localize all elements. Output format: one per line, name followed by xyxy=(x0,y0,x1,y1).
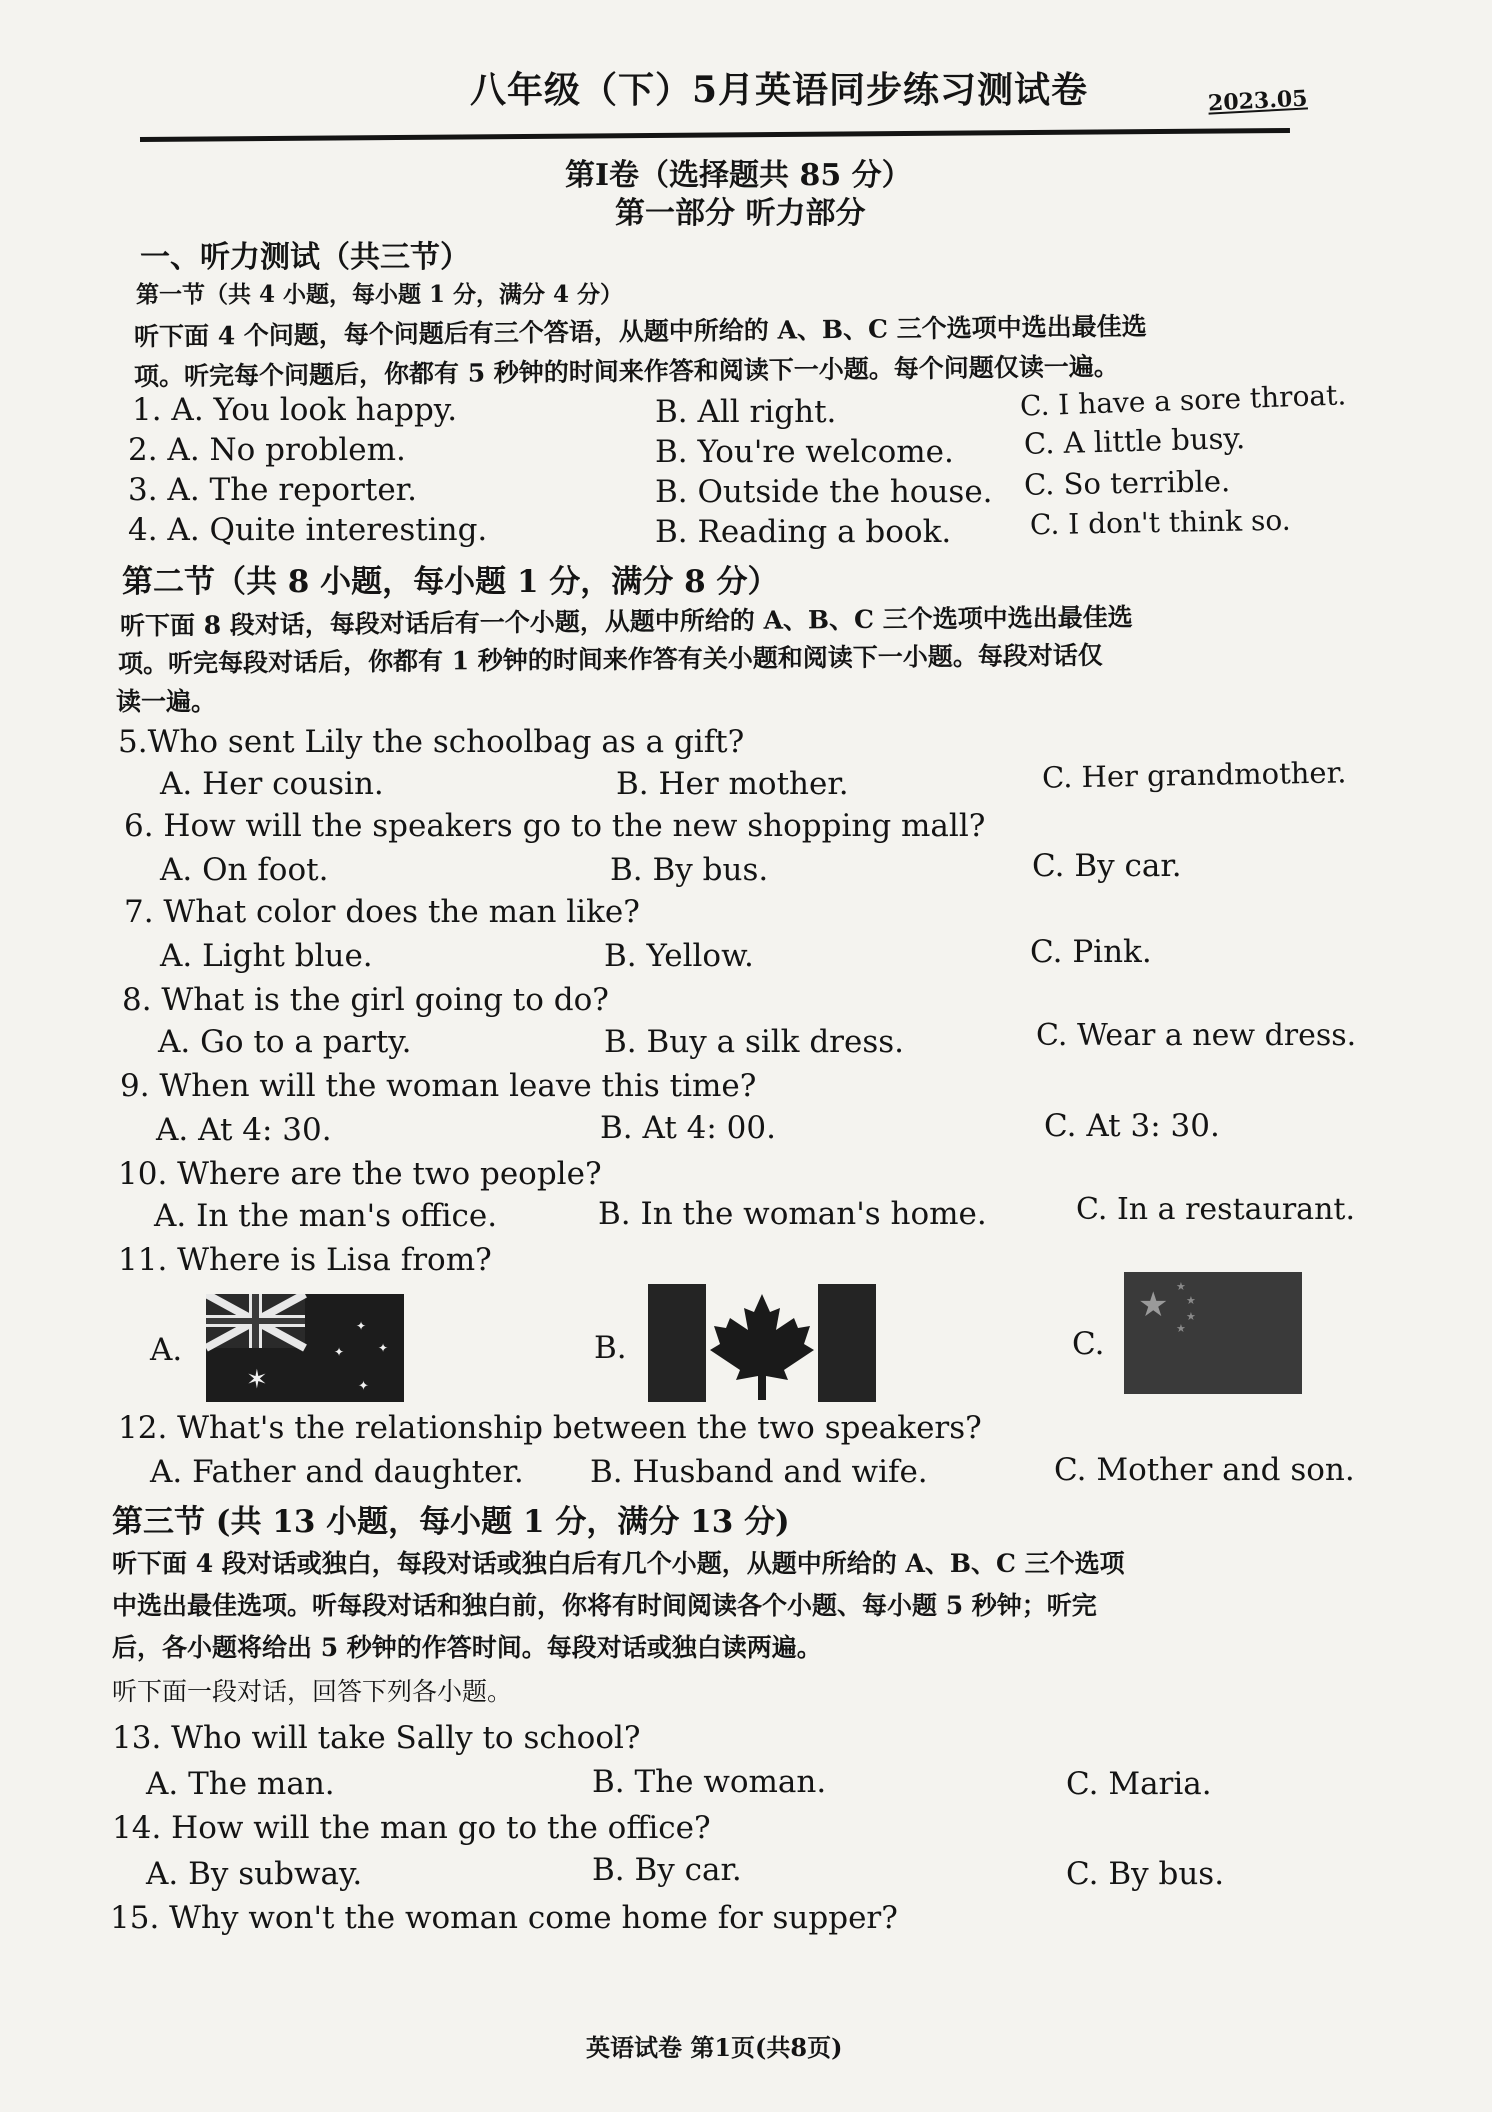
svg-text:✦: ✦ xyxy=(356,1319,367,1333)
svg-text:✦: ✦ xyxy=(378,1341,389,1355)
q7-question: 7. What color does the man like? xyxy=(124,894,640,930)
q4-option-a: 4. A. Quite interesting. xyxy=(128,512,488,548)
q14-option-b: B. By car. xyxy=(592,1852,742,1888)
q2-option-a: 2. A. No problem. xyxy=(128,432,406,468)
section1-instruction-1: 听下面 4 个问题，每个问题后有三个答语，从题中所给的 A、B、C 三个选项中选出最佳选 xyxy=(133,311,1147,352)
q11-question: 11. Where is Lisa from? xyxy=(118,1242,492,1278)
q13-option-a: A. The man. xyxy=(146,1766,335,1802)
section1-title: 第一节（共 4 小题，每小题 1 分，满分 4 分） xyxy=(136,281,624,308)
q12-option-a: A. Father and daughter. xyxy=(150,1454,524,1490)
q10-option-c: C. In a restaurant. xyxy=(1076,1192,1355,1227)
q3-option-a: 3. A. The reporter. xyxy=(128,472,417,508)
q9-option-b: B. At 4: 00. xyxy=(600,1110,776,1146)
australia-flag-image xyxy=(206,1294,404,1402)
exam-date: 2023.05 xyxy=(1207,85,1309,117)
q7-option-b: B. Yellow. xyxy=(604,938,754,974)
q2-option-c: C. A little busy. xyxy=(1023,421,1246,461)
q1-option-a: 1. A. You look happy. xyxy=(132,392,458,428)
section3-instruction-1: 听下面 4 段对话或独白，每段对话或独白后有几个小题，从题中所给的 A、B、C 三个选项 xyxy=(112,1549,1125,1578)
page-title: 八年级（下）5月英语同步练习测试卷 xyxy=(470,69,1089,111)
q1-option-b: B. All right. xyxy=(655,394,837,430)
q6-option-c: C. By car. xyxy=(1032,848,1182,884)
svg-text:✶: ✶ xyxy=(246,1365,268,1395)
q5-option-a: A. Her cousin. xyxy=(160,766,384,802)
q12-option-b: B. Husband and wife. xyxy=(590,1454,928,1490)
q6-question: 6. How will the speakers go to the new shopping mall? xyxy=(124,808,986,844)
q7-option-a: A. Light blue. xyxy=(160,938,373,974)
q8-question: 8. What is the girl going to do? xyxy=(122,982,609,1018)
svg-text:★: ★ xyxy=(1176,1322,1186,1335)
canada-flag-image xyxy=(648,1284,876,1402)
section2-title: 第二节（共 8 小题，每小题 1 分，满分 8 分） xyxy=(122,564,779,600)
q5-option-b: B. Her mother. xyxy=(616,766,849,802)
q11-option-c-label: C. xyxy=(1072,1326,1105,1362)
q14-question: 14. How will the man go to the office? xyxy=(112,1810,711,1846)
q1-option-c: C. I have a sore throat. xyxy=(1019,378,1347,423)
q10-option-b: B. In the woman's home. xyxy=(598,1196,987,1232)
q7-option-c: C. Pink. xyxy=(1030,934,1152,970)
q12-option-c: C. Mother and son. xyxy=(1054,1452,1355,1488)
q5-question: 5.Who sent Lily the schoolbag as a gift? xyxy=(118,724,745,760)
q6-option-b: B. By bus. xyxy=(610,852,769,888)
section2-instruction-1: 听下面 8 段对话，每段对话后有一个小题，从题中所给的 A、B、C 三个选项中选出最佳选 xyxy=(119,602,1133,641)
q3-option-b: B. Outside the house. xyxy=(655,474,993,510)
q8-option-c: C. Wear a new dress. xyxy=(1036,1018,1357,1053)
q14-option-a: A. By subway. xyxy=(146,1856,363,1892)
section3-lead: 听下面一段对话，回答下列各小题。 xyxy=(112,1677,513,1706)
q13-option-c: C. Maria. xyxy=(1066,1766,1212,1802)
svg-text:★: ★ xyxy=(1176,1280,1186,1293)
q8-option-a: A. Go to a party. xyxy=(158,1024,412,1060)
q13-option-b: B. The woman. xyxy=(592,1764,827,1800)
section3-instruction-2: 中选出最佳选项。听每段对话和独白前，你将有时间阅读各个小题、每小题 5 秒钟；听完 xyxy=(112,1591,1097,1620)
section1-instruction-2: 项。听完每个问题后，你都有 5 秒钟的时间来作答和阅读下一小题。每个问题仅读一遍。 xyxy=(133,351,1119,392)
union-jack-canton xyxy=(206,1294,305,1348)
header-rule xyxy=(140,128,1290,142)
part-title: 第一部分 听力部分 xyxy=(615,196,866,231)
q4-option-b: B. Reading a book. xyxy=(655,514,952,550)
china-flag-image xyxy=(1124,1272,1302,1394)
q9-question: 9. When will the woman leave this time? xyxy=(120,1068,757,1104)
listening-heading: 一、听力测试（共三节） xyxy=(140,240,470,275)
q8-option-b: B. Buy a silk dress. xyxy=(604,1024,904,1060)
q2-option-b: B. You're welcome. xyxy=(655,434,954,470)
svg-text:★: ★ xyxy=(1186,1294,1196,1307)
q10-question: 10. Where are the two people? xyxy=(118,1156,602,1192)
q13-question: 13. Who will take Sally to school? xyxy=(112,1720,641,1756)
q3-option-c: C. So terrible. xyxy=(1023,464,1231,502)
svg-text:✦: ✦ xyxy=(334,1345,345,1359)
svg-text:★: ★ xyxy=(1138,1285,1169,1325)
q11-option-a-label: A. xyxy=(150,1332,183,1368)
volume-title: 第Ⅰ卷（选择题共 85 分） xyxy=(565,158,912,193)
section2-instruction-3: 读一遍。 xyxy=(116,687,217,716)
q14-option-c: C. By bus. xyxy=(1066,1856,1225,1892)
section3-instruction-3: 后，各小题将给出 5 秒钟的作答时间。每段对话或独白读两遍。 xyxy=(112,1633,822,1662)
q9-option-c: C. At 3: 30. xyxy=(1044,1108,1220,1144)
q9-option-a: A. At 4: 30. xyxy=(156,1112,332,1148)
section3-title: 第三节 (共 13 小题，每小题 1 分，满分 13 分) xyxy=(112,1504,790,1540)
q15-question: 15. Why won't the woman come home for supper? xyxy=(110,1900,898,1936)
q4-option-c: C. I don't think so. xyxy=(1029,503,1291,542)
q10-option-a: A. In the man's office. xyxy=(154,1198,498,1234)
page-footer: 英语试卷 第1页(共8页) xyxy=(586,2033,843,2062)
section2-instruction-2: 项。听完每段对话后，你都有 1 秒钟的时间来作答有关小题和阅读下一小题。每段对话仅 xyxy=(117,640,1103,679)
q6-option-a: A. On foot. xyxy=(160,852,329,888)
q11-option-b-label: B. xyxy=(594,1330,627,1366)
q5-option-c: C. Her grandmother. xyxy=(1041,755,1347,795)
svg-text:★: ★ xyxy=(1186,1310,1196,1323)
svg-text:✦: ✦ xyxy=(358,1379,369,1394)
q12-question: 12. What's the relationship between the two speakers? xyxy=(118,1410,982,1446)
